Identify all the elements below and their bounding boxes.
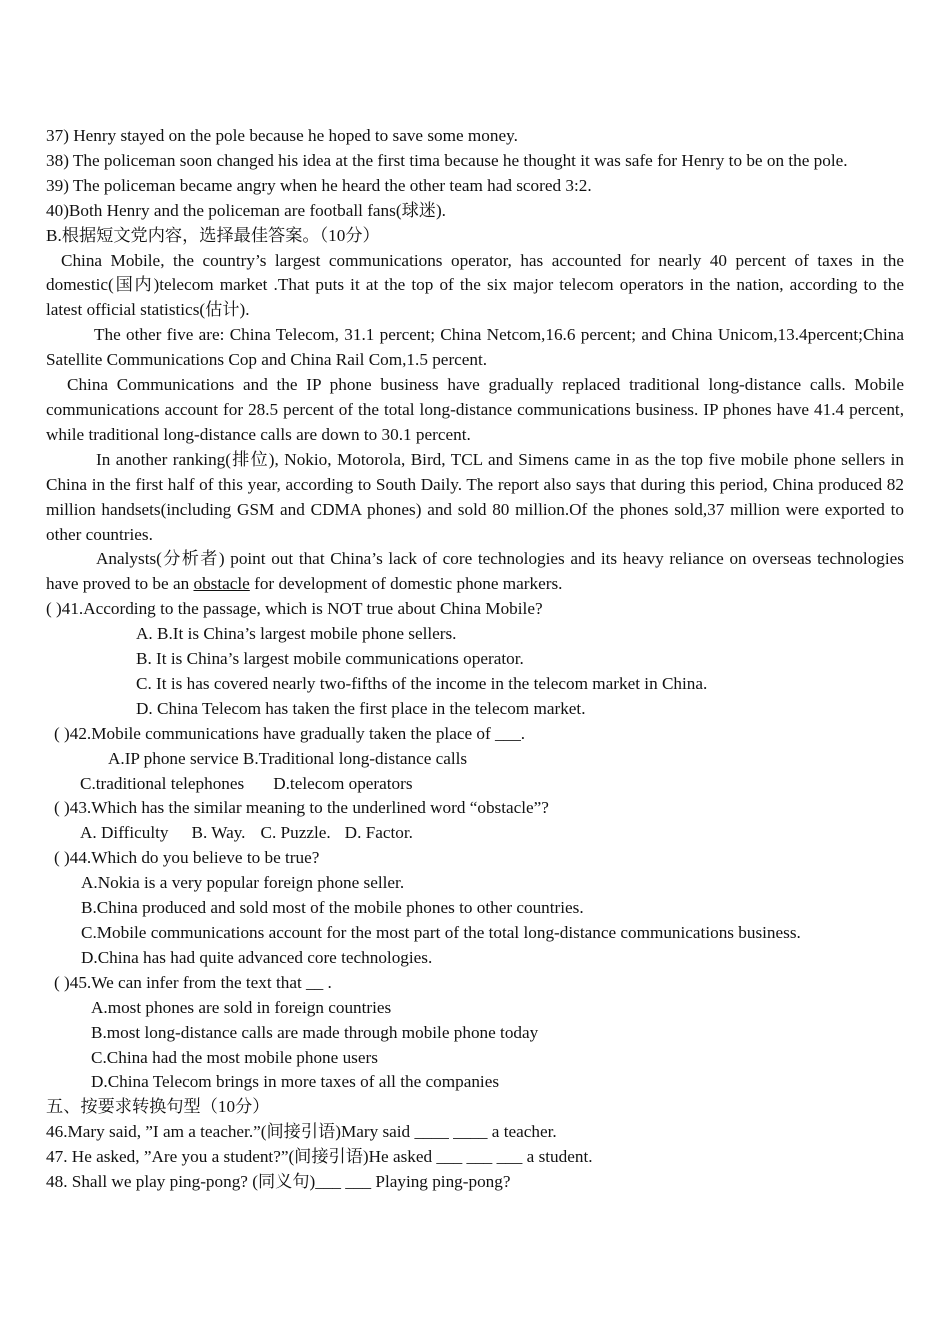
question-41-stem: ( )41.According to the passage, which is NOT true about China Mobile? xyxy=(46,599,543,619)
question-44-option-d: D.China has had quite advanced core technologies. xyxy=(81,947,433,967)
question-48: 48. Shall we play ping-pong? (同义句)___ ___ Playing ping-pong? xyxy=(46,1172,511,1192)
section-b-heading: B.根据短文党内容，选择最佳答案。（10分） xyxy=(46,225,380,245)
question-43-option-c: C. Puzzle. xyxy=(260,823,331,843)
question-45-option-c: C.China had the most mobile phone users xyxy=(91,1047,378,1067)
passage-paragraph-3: China Communications and the IP phone business have gradually replaced traditional long-distance calls. Mobile communications account for 28.5 percent of the total long-distance communications business. IP phones have 41.4 percent, while traditional long-distance calls are down to 30.1 percent. xyxy=(46,375,904,444)
question-41-option-b: B. It is China’s largest mobile communications operator. xyxy=(136,649,524,669)
underlined-word-obstacle: obstacle xyxy=(193,574,250,594)
question-44-stem: ( )44.Which do you believe to be true? xyxy=(54,848,320,868)
question-43-option-b: B. Way. xyxy=(191,823,246,843)
question-41-option-c: C. It is has covered nearly two-fifths of the income in the telecom market in China. xyxy=(136,673,708,693)
tf-question-37: 37) Henry stayed on the pole because he hoped to save some money. xyxy=(46,126,518,145)
passage-paragraph-2: The other five are: China Telecom, 31.1 percent; China Netcom,16.6 percent; and China Unicom,13.4percent;China Satellite Communications Cop and China Rail Com,1.5 percent. xyxy=(46,325,904,370)
question-43-stem: ( )43.Which has the similar meaning to the underlined word “obstacle”? xyxy=(54,798,549,818)
tf-question-38: 38) The policeman soon changed his idea at the first tima because he thought it was safe for Henry to be on the pole. xyxy=(46,150,848,170)
question-45-option-a: A.most phones are sold in foreign countries xyxy=(91,997,392,1017)
paragraph-5-text-after: for development of domestic phone markers. xyxy=(249,574,563,594)
question-43-options xyxy=(46,821,904,846)
question-45-stem: ( )45.We can infer from the text that __ . xyxy=(54,972,332,992)
question-45-option-b: B.most long-distance calls are made through mobile phone today xyxy=(91,1022,539,1042)
question-46: 46.Mary said, ”I am a teacher.”(间接引语)Mary said ____ ____ a teacher. xyxy=(46,1122,557,1142)
question-41-option-a: A. B.It is China’s largest mobile phone sellers. xyxy=(136,624,457,644)
paragraph-5-text-before: Analysts(分析者) point out that China’s lack of core technologies and its heavy reliance on overseas technologies have proved to be an xyxy=(46,549,904,594)
question-41-option-d: D. China Telecom has taken the first place in the telecom market. xyxy=(136,698,586,718)
question-43-option-a: A. Difficulty xyxy=(80,823,169,843)
question-43-option-d: D. Factor. xyxy=(344,823,413,843)
question-44-option-a: A.Nokia is a very popular foreign phone seller. xyxy=(81,873,405,893)
passage-paragraph-5 xyxy=(46,547,904,597)
question-47: 47. He asked, ”Are you a student?”(间接引语)He asked ___ ___ ___ a student. xyxy=(46,1147,593,1167)
question-45-option-d: D.China Telecom brings in more taxes of all the companies xyxy=(91,1072,500,1092)
question-42-option-d: D.telecom operators xyxy=(273,773,413,793)
question-44-option-b: B.China produced and sold most of the mobile phones to other countries. xyxy=(81,898,584,918)
question-42-options-ab: A.IP phone service B.Traditional long-distance calls xyxy=(108,748,468,768)
passage-paragraph-4: In another ranking(排位), Nokio, Motorola, Bird, TCL and Simens came in as the top five mobile phone sellers in China in the first half of this year, according to South Daily. The report also says that during this period, China produced 82 million handsets(including GSM and CDMA phones) and sold 80 million.Of the phones sold,37 million were exported to other countries. xyxy=(46,449,904,544)
section-5-heading: 五、按要求转换句型（10分） xyxy=(46,1097,270,1117)
question-42-stem: ( )42.Mobile communications have gradually taken the place of ___. xyxy=(54,723,526,743)
tf-question-39: 39) The policeman became angry when he heard the other team had scored 3:2. xyxy=(46,175,592,195)
question-44-option-c: C.Mobile communications account for the most part of the total long-distance communications business. xyxy=(81,923,801,942)
tf-question-40: 40)Both Henry and the policeman are football fans(球迷). xyxy=(46,200,446,220)
question-42-options-cd xyxy=(46,772,904,797)
passage-paragraph-1: China Mobile, the country’s largest communications operator, has accounted for nearly 40 percent of taxes in the domestic(国内)telecom market .That puts it at the top of the six major telecom operators in the nation, according to the latest official statistics(估计). xyxy=(46,250,904,320)
question-42-option-c: C.traditional telephones xyxy=(80,773,245,793)
exam-page xyxy=(46,124,904,1195)
